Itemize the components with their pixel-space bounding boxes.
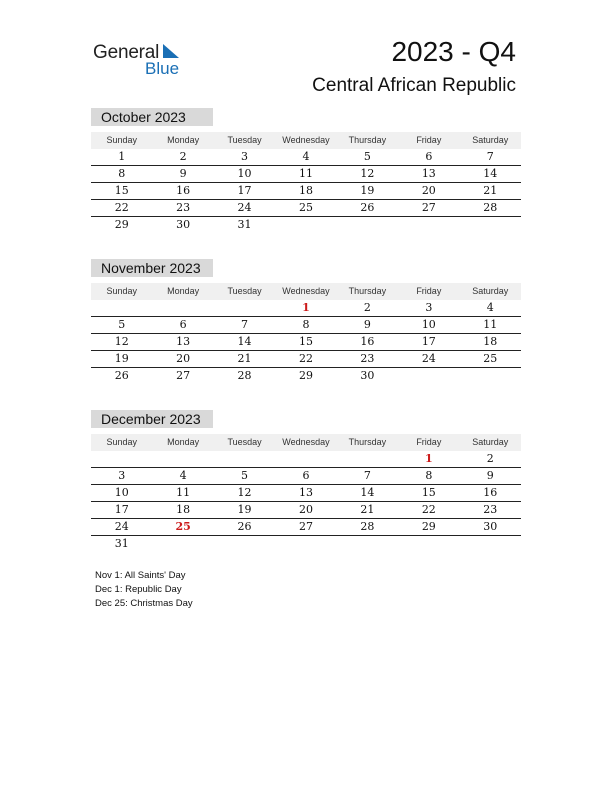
week-row: [91, 317, 521, 334]
brand-word-general: General: [93, 42, 160, 63]
day-cell: [214, 451, 275, 467]
day-cell: 15: [298, 335, 313, 348]
day-cell: 30: [483, 520, 498, 533]
day-cell: 28: [237, 369, 252, 382]
weekday-label: Sunday: [106, 286, 137, 296]
day-cell: [275, 217, 336, 233]
week-row: [91, 368, 521, 384]
day-cell: 13: [421, 167, 436, 180]
day-cell: 27: [421, 201, 436, 214]
day-cell: 14: [360, 486, 375, 499]
day-cell: [214, 300, 275, 316]
day-cell: 21: [237, 352, 252, 365]
day-cell: 12: [114, 335, 129, 348]
weekday-label: Tuesday: [227, 286, 262, 296]
day-cell: 3: [241, 150, 249, 163]
week-row: [91, 451, 521, 468]
day-cell: 25: [483, 352, 498, 365]
day-cell: 10: [421, 318, 436, 331]
weekday-label: Monday: [167, 135, 200, 145]
brand-word-blue: Blue: [145, 59, 180, 78]
day-cell: 22: [114, 201, 129, 214]
day-cell: 14: [237, 335, 252, 348]
weekday-label: Sunday: [106, 437, 137, 447]
day-cell: 15: [114, 184, 129, 197]
day-cell: 9: [363, 318, 371, 331]
day-cell: 7: [363, 469, 371, 482]
day-cell: 8: [302, 318, 310, 331]
day-cell: 26: [114, 369, 129, 382]
weekday-label: Wednesday: [282, 437, 330, 447]
week-row: [91, 217, 521, 233]
weekday-label: Friday: [416, 437, 442, 447]
month-december: [91, 410, 521, 552]
week-row: [91, 300, 521, 317]
holiday-note: Dec 1: Republic Day: [95, 584, 182, 595]
weekday-label: Friday: [416, 135, 442, 145]
holiday-day-cell: 1: [302, 301, 310, 314]
day-cell: [337, 217, 398, 233]
day-cell: 10: [114, 486, 129, 499]
day-cell: 6: [425, 150, 433, 163]
day-cell: [91, 300, 152, 316]
day-cell: 7: [241, 318, 249, 331]
day-cell: 16: [176, 184, 191, 197]
day-cell: [152, 536, 213, 552]
day-cell: 21: [483, 184, 498, 197]
day-cell: 21: [360, 503, 375, 516]
day-cell: 8: [118, 167, 126, 180]
day-cell: 4: [179, 469, 187, 482]
week-row: [91, 183, 521, 200]
day-cell: 2: [179, 150, 187, 163]
weekday-label: Sunday: [106, 135, 137, 145]
day-cell: 16: [360, 335, 375, 348]
day-cell: 20: [298, 503, 313, 516]
month-label: October 2023: [91, 108, 213, 126]
week-row: [91, 468, 521, 485]
weekday-label: Monday: [167, 437, 200, 447]
weekday-label: Wednesday: [282, 135, 330, 145]
day-cell: 28: [360, 520, 375, 533]
day-cell: 25: [298, 201, 313, 214]
day-cell: 6: [179, 318, 187, 331]
week-row: [91, 502, 521, 519]
holiday-note: Nov 1: All Saints' Day: [95, 570, 186, 581]
week-row: [91, 351, 521, 368]
day-cell: 29: [298, 369, 313, 382]
day-cell: 2: [486, 452, 494, 465]
day-cell: 11: [298, 167, 313, 180]
day-cell: 29: [421, 520, 436, 533]
day-cell: [152, 300, 213, 316]
day-cell: [460, 368, 521, 384]
week-row: [91, 166, 521, 183]
day-cell: [460, 536, 521, 552]
day-cell: 22: [421, 503, 436, 516]
day-cell: [398, 536, 459, 552]
weekday-label: Thursday: [348, 437, 387, 447]
day-cell: 20: [421, 184, 436, 197]
weekday-label: Wednesday: [282, 286, 330, 296]
day-cell: [275, 451, 336, 467]
day-cell: [460, 217, 521, 233]
weekday-label: Tuesday: [227, 437, 262, 447]
day-cell: 29: [114, 218, 129, 231]
week-row: [91, 334, 521, 351]
month-november: [91, 259, 521, 384]
weekday-label: Saturday: [472, 135, 509, 145]
weekday-header: [91, 434, 521, 451]
day-cell: [398, 217, 459, 233]
holiday-day-cell: 25: [175, 520, 191, 533]
day-cell: 26: [360, 201, 375, 214]
day-cell: 17: [237, 184, 252, 197]
day-cell: 12: [237, 486, 252, 499]
brand-logo: [93, 40, 203, 80]
holiday-notes: [95, 569, 193, 611]
day-cell: [275, 536, 336, 552]
day-cell: 18: [298, 184, 313, 197]
day-cell: 17: [114, 503, 129, 516]
country-name: Central African Republic: [312, 75, 516, 96]
day-cell: 13: [176, 335, 191, 348]
day-cell: 18: [176, 503, 191, 516]
day-cell: 6: [302, 469, 310, 482]
day-cell: 15: [421, 486, 436, 499]
day-cell: 4: [486, 301, 494, 314]
day-cell: 17: [421, 335, 436, 348]
week-row: [91, 485, 521, 502]
month-october: [91, 108, 521, 233]
day-cell: [152, 451, 213, 467]
day-cell: 13: [298, 486, 313, 499]
day-cell: 22: [298, 352, 313, 365]
day-cell: 19: [237, 503, 252, 516]
week-row: [91, 149, 521, 166]
day-cell: 19: [360, 184, 375, 197]
day-cell: [398, 368, 459, 384]
day-cell: 3: [118, 469, 126, 482]
day-cell: 24: [114, 520, 129, 533]
weekday-header: [91, 132, 521, 149]
day-cell: 11: [176, 486, 191, 499]
weekday-label: Saturday: [472, 286, 509, 296]
weekday-label: Thursday: [348, 286, 387, 296]
day-cell: 27: [176, 369, 191, 382]
day-cell: 18: [483, 335, 498, 348]
day-cell: 5: [118, 318, 126, 331]
day-cell: [91, 451, 152, 467]
weekday-label: Friday: [416, 286, 442, 296]
week-row: [91, 536, 521, 552]
day-cell: 24: [237, 201, 252, 214]
day-cell: 23: [176, 201, 191, 214]
day-cell: 31: [237, 218, 252, 231]
day-cell: 27: [298, 520, 313, 533]
weekday-label: Saturday: [472, 437, 509, 447]
day-cell: 7: [486, 150, 494, 163]
day-cell: 9: [486, 469, 494, 482]
holiday-note: Dec 25: Christmas Day: [95, 598, 193, 609]
day-cell: 31: [114, 537, 129, 550]
day-cell: 4: [302, 150, 310, 163]
weekday-header: [91, 283, 521, 300]
day-cell: 23: [483, 503, 498, 516]
day-cell: 10: [237, 167, 252, 180]
day-cell: [337, 451, 398, 467]
holiday-day-cell: 1: [424, 452, 433, 465]
day-cell: 5: [241, 469, 249, 482]
day-cell: 30: [360, 369, 375, 382]
day-cell: 16: [483, 486, 498, 499]
day-cell: 30: [176, 218, 191, 231]
week-row: [91, 200, 521, 217]
day-cell: 11: [483, 318, 498, 331]
day-cell: 23: [360, 352, 375, 365]
day-cell: 26: [237, 520, 252, 533]
weekday-label: Tuesday: [227, 135, 262, 145]
day-cell: 12: [360, 167, 375, 180]
month-label: November 2023: [91, 259, 213, 277]
day-cell: 8: [425, 469, 433, 482]
weekday-label: Thursday: [348, 135, 387, 145]
day-cell: 19: [114, 352, 129, 365]
weekday-label: Monday: [167, 286, 200, 296]
month-label: December 2023: [91, 410, 213, 428]
day-cell: 1: [118, 150, 126, 163]
day-cell: 24: [421, 352, 436, 365]
page-title: 2023 - Q4: [391, 36, 516, 67]
day-cell: 20: [176, 352, 191, 365]
day-cell: 5: [363, 150, 371, 163]
day-cell: [214, 536, 275, 552]
day-cell: 3: [425, 301, 433, 314]
day-cell: 2: [363, 301, 371, 314]
day-cell: 28: [483, 201, 498, 214]
day-cell: 14: [483, 167, 498, 180]
day-cell: [337, 536, 398, 552]
week-row: [91, 519, 521, 536]
day-cell: 9: [179, 167, 187, 180]
